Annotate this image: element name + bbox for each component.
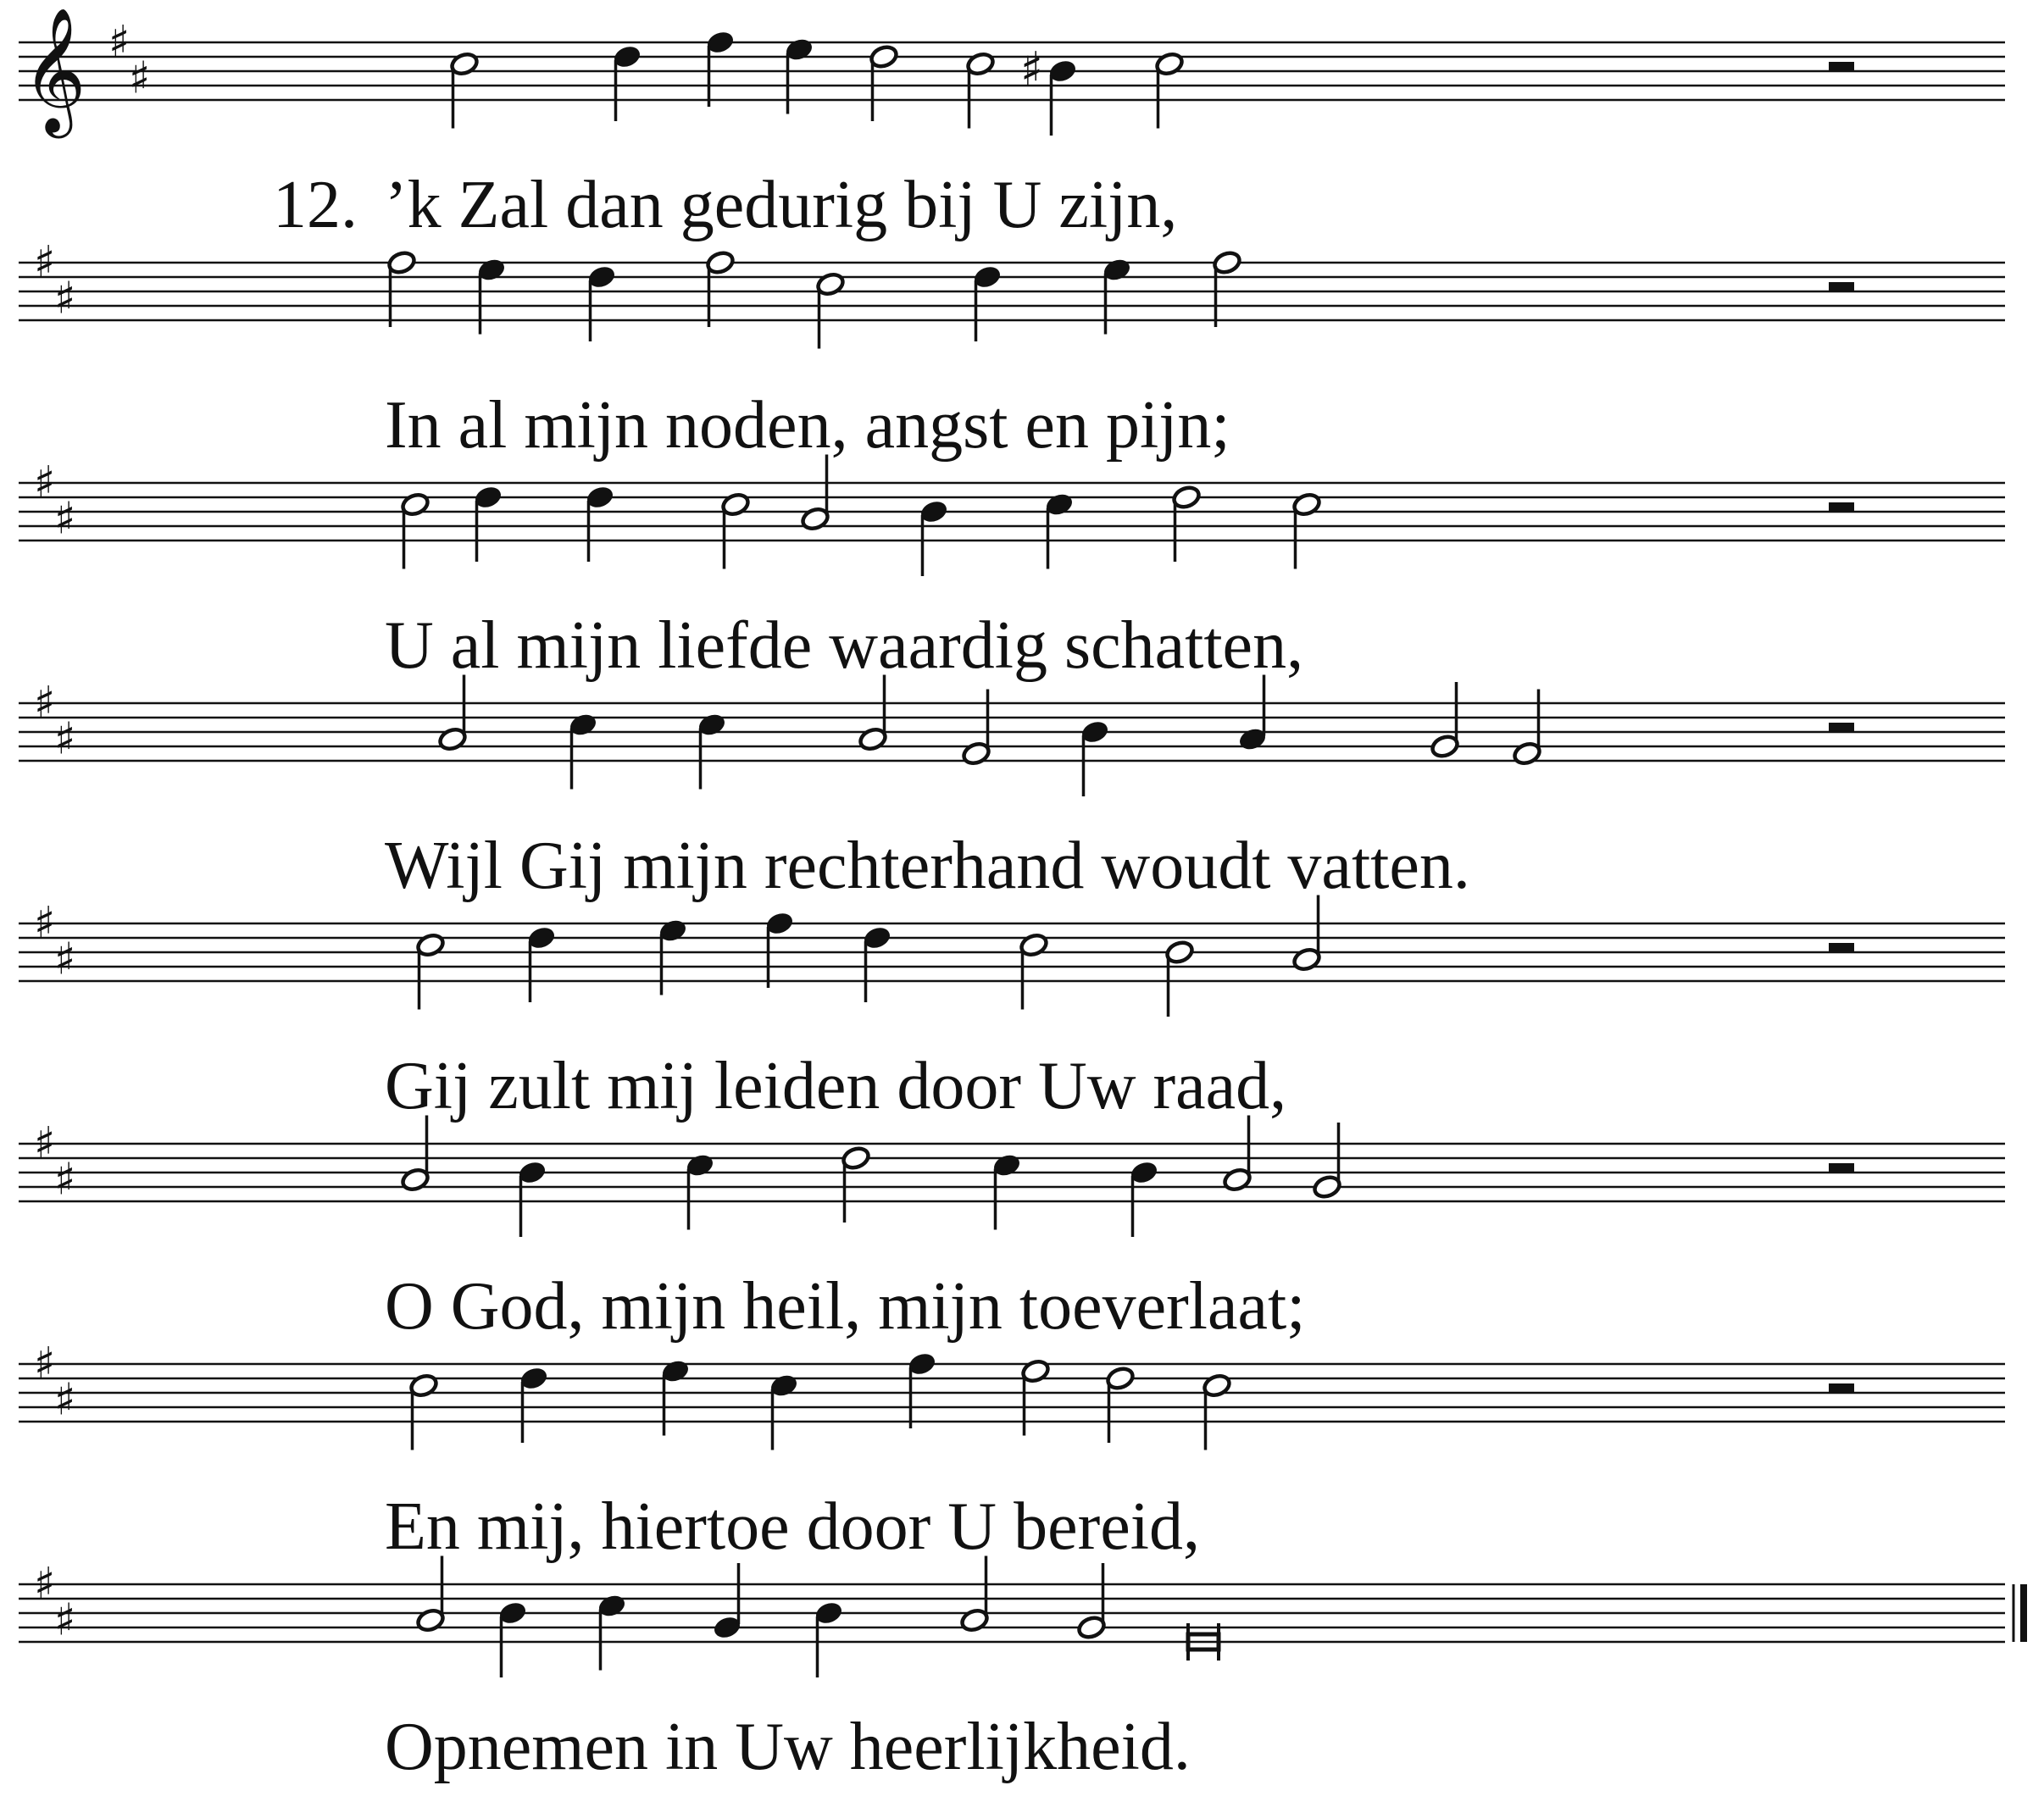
lyric-line: U al mijn liefde waardig schatten,: [385, 608, 1304, 683]
staff-system: [19, 1116, 2005, 1345]
note-quarter: [784, 36, 814, 114]
note-half: [1312, 1123, 1342, 1200]
note-half: [959, 1556, 990, 1633]
lyric-line: O God, mijn heil, mijn toeverlaat;: [385, 1269, 1306, 1344]
note-half: [386, 250, 417, 327]
stanza-number: 12.: [273, 168, 358, 242]
key-signature: [34, 457, 75, 545]
note-half: [415, 932, 446, 1009]
key-signature: [34, 1118, 75, 1206]
lyric-line: ’k Zal dan gedurig bij U zijn,: [385, 168, 1178, 242]
half-rest-icon: [1829, 723, 1854, 732]
sharp-accidental: ♯: [1020, 42, 1044, 97]
note-half: [400, 491, 430, 568]
key-sharp-icon: ♯: [54, 273, 76, 324]
note-half: [841, 1145, 871, 1223]
note-half: [408, 1372, 439, 1450]
note-quarter: [517, 1160, 547, 1237]
note-half: [1202, 1372, 1232, 1450]
note-quarter: [1237, 675, 1268, 752]
note-quarter: [660, 1358, 691, 1435]
note-half: [800, 455, 830, 532]
note-half: [400, 1116, 430, 1193]
treble-clef-icon: 𝄞: [22, 7, 86, 133]
lyric-line: Gij zult mij leiden door Uw raad,: [385, 1049, 1287, 1123]
note-half: [449, 51, 480, 128]
note-half: [437, 675, 468, 752]
note-quarter: [658, 918, 688, 995]
staff-system: [19, 455, 2005, 684]
note-quarter: [685, 1152, 715, 1229]
key-sharp-icon: ♯: [34, 1559, 56, 1610]
key-sharp-icon: ♯: [34, 1339, 56, 1389]
note-half: [815, 271, 846, 348]
note-half: [1076, 1563, 1107, 1640]
note-half: [1019, 932, 1049, 1009]
note-quarter: [473, 485, 503, 562]
note-half: [1020, 1358, 1051, 1435]
note-half: [1512, 690, 1542, 767]
staff-system: [19, 237, 2005, 463]
note-half: [1154, 51, 1185, 128]
note-quarter: [919, 499, 949, 576]
half-rest-icon: [1829, 282, 1854, 291]
key-sharp-icon: ♯: [34, 237, 56, 288]
note-quarter: [476, 257, 507, 334]
note-half: [965, 51, 996, 128]
note-quarter: [705, 30, 736, 107]
key-sharp-icon: ♯: [54, 1374, 76, 1426]
note-half: [1291, 895, 1322, 973]
note-half: [1291, 491, 1322, 568]
note-quarter: [1044, 491, 1075, 568]
key-sharp-icon: ♯: [34, 898, 56, 949]
staff-system: [19, 895, 2005, 1124]
key-signature: [108, 17, 150, 104]
key-sharp-icon: ♯: [108, 17, 131, 68]
staff-system: [19, 675, 2005, 904]
key-sharp-icon: ♯: [34, 457, 56, 508]
key-signature: [34, 1339, 75, 1426]
staff-systems: [19, 7, 2024, 1784]
note-quarter: [769, 1372, 799, 1450]
note-half: [1430, 682, 1460, 759]
note-quarter: [814, 1600, 844, 1677]
half-rest-icon: [1829, 1163, 1854, 1173]
half-rest-icon: [1829, 943, 1854, 952]
note-half: [1105, 1366, 1136, 1443]
note-quarter: [1102, 257, 1132, 334]
note-quarter: [586, 264, 617, 341]
note-quarter: [764, 911, 795, 988]
key-sharp-icon: ♯: [54, 1154, 76, 1206]
note-quarter: [907, 1351, 937, 1428]
note-quarter: [526, 925, 557, 1002]
key-signature: [34, 898, 75, 985]
note-quarter: [1080, 719, 1110, 796]
key-sharp-icon: ♯: [34, 678, 56, 729]
key-signature: [34, 678, 75, 765]
note-quarter: [1129, 1160, 1159, 1237]
note-quarter: [497, 1600, 528, 1677]
note-quarter: [585, 485, 615, 562]
lyric-line: In al mijn noden, angst en pijn;: [385, 388, 1230, 463]
key-sharp-icon: ♯: [54, 934, 76, 985]
note-half: [1222, 1116, 1253, 1193]
key-sharp-icon: ♯: [34, 1118, 56, 1169]
note-quarter: [568, 712, 598, 789]
staff-system: [19, 1339, 2005, 1564]
key-sharp-icon: ♯: [54, 1594, 76, 1646]
note-quarter: [991, 1152, 1022, 1229]
note-half: [415, 1556, 446, 1633]
key-signature: [34, 1559, 75, 1646]
note-quarter: [697, 712, 727, 789]
note-quarter: [612, 44, 642, 121]
lyric-line: En mij, hiertoe door U bereid,: [385, 1489, 1200, 1564]
staff-system: [19, 1556, 2024, 1785]
note-half: [869, 44, 899, 121]
note-half: [858, 675, 888, 752]
half-rest-icon: [1829, 1383, 1854, 1393]
note-half: [705, 250, 736, 327]
note-quarter: [597, 1593, 627, 1670]
half-rest-icon: [1829, 62, 1854, 71]
note-half: [1212, 250, 1242, 327]
note-half: [961, 690, 991, 767]
note-quarter: [972, 264, 1003, 341]
note-half: [1164, 940, 1195, 1017]
key-sharp-icon: ♯: [129, 53, 151, 104]
note-quarter: [519, 1366, 549, 1443]
lyric-line: Wijl Gij mijn rechterhand woudt vatten.: [385, 829, 1470, 903]
half-rest-icon: [1829, 502, 1854, 512]
key-sharp-icon: ♯: [54, 493, 76, 545]
key-sharp-icon: ♯: [54, 713, 76, 765]
lyric-line: Opnemen in Uw heerlijkheid.: [385, 1710, 1191, 1784]
note-quarter: [862, 925, 892, 1002]
key-signature: [34, 237, 75, 324]
note-half: [1171, 485, 1202, 562]
note-half: [720, 491, 751, 568]
note-quarter: [712, 1563, 742, 1640]
